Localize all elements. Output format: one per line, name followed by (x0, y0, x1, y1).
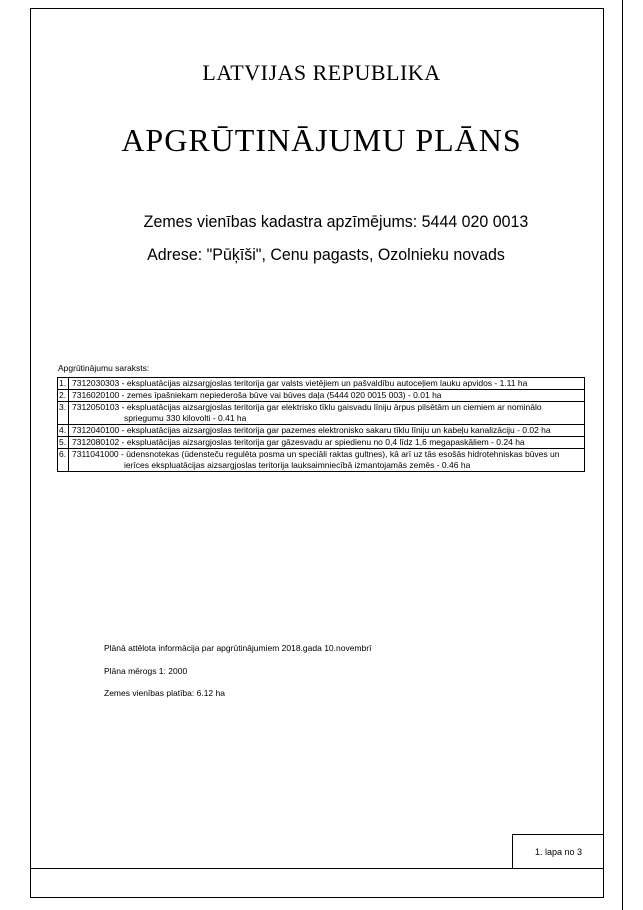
row-number: 2. (58, 390, 69, 402)
row-text-main: 7312080102 - ekspluatācijas aizsargjoslas teritorija gar gāzesvadu ar spiedienu no 0,4 līdz 1,6 megapaskāliem - 0.24 ha (72, 437, 525, 447)
info-scale-line: Plāna mērogs 1: 2000 (104, 666, 188, 676)
property-address: Adrese: "Pūķīši", Cenu pagasts, Ozolnieku novads (147, 245, 505, 264)
cadastre-number: Zemes vienības kadastra apzīmējums: 5444 020 0013 (143, 212, 529, 231)
table-row (58, 402, 585, 425)
row-text-continuation: spriegumu 330 kilovolti - 0.41 ha (124, 413, 247, 423)
table-row (58, 437, 585, 449)
row-number: 5. (58, 437, 69, 449)
info-date-line: Plānā attēlota informācija par apgrūtinājumiem 2018.gada 10.novembrī (104, 643, 372, 653)
row-text-main: 7312030303 - ekspluatācijas aizsargjoslas teritorija gar valsts vietējiem un pašvaldību autoceļiem lauku apvidos - 1.11 ha (72, 378, 528, 388)
page-number-box (512, 834, 604, 869)
row-text (69, 449, 585, 472)
row-text-main: 7316020100 - zemes īpašniekam nepiederoša būve vai būves daļa (5444 020 0015 003) - 0.01 ha (72, 390, 442, 400)
row-number: 6. (58, 449, 69, 472)
row-text-main: 7312040100 - ekspluatācijas aizsargjoslas teritorija gar pazemes elektronisko sakaru tīklu līniju un kabeļu kanalizāciju - 0.02 ha (72, 425, 551, 435)
table-row (58, 390, 585, 402)
row-text (69, 425, 585, 437)
row-text-continuation: ierīces ekspluatācijas aizsargjoslas teritorija lauksaimniecībā izmantojamās zemēs - 0.46 ha (124, 460, 471, 470)
row-text (69, 402, 585, 425)
row-text (69, 437, 585, 449)
row-text-main: 7311041000 - ūdensnotekas (ūdensteču regulēta posma un speciāli raktas gultnes), kā arī uz tās esošās hidrotehniskas būves un (72, 449, 560, 459)
row-text-main: 7312050103 - ekspluatācijas aizsargjoslas teritorija gar elektrisko tīklu gaisvadu līniju ārpus pilsētām un ciemiem ar nominālo (72, 402, 542, 412)
row-text (69, 390, 585, 402)
page-number: 1. lapa no 3 (534, 847, 583, 857)
table-row (58, 449, 585, 472)
republic-heading: LATVIJAS REPUBLIKA (202, 60, 441, 85)
table-row (58, 378, 585, 390)
table-row (58, 425, 585, 437)
encumbrance-table (57, 377, 585, 472)
info-area-line: Zemes vienības platība: 6.12 ha (104, 688, 225, 698)
plan-title: APGRŪTINĀJUMU PLĀNS (121, 122, 522, 158)
row-text (69, 378, 585, 390)
row-number: 3. (58, 402, 69, 425)
row-number: 1. (58, 378, 69, 390)
row-number: 4. (58, 425, 69, 437)
encumbrance-list-caption: Apgrūtinājumu saraksts: (58, 363, 150, 373)
